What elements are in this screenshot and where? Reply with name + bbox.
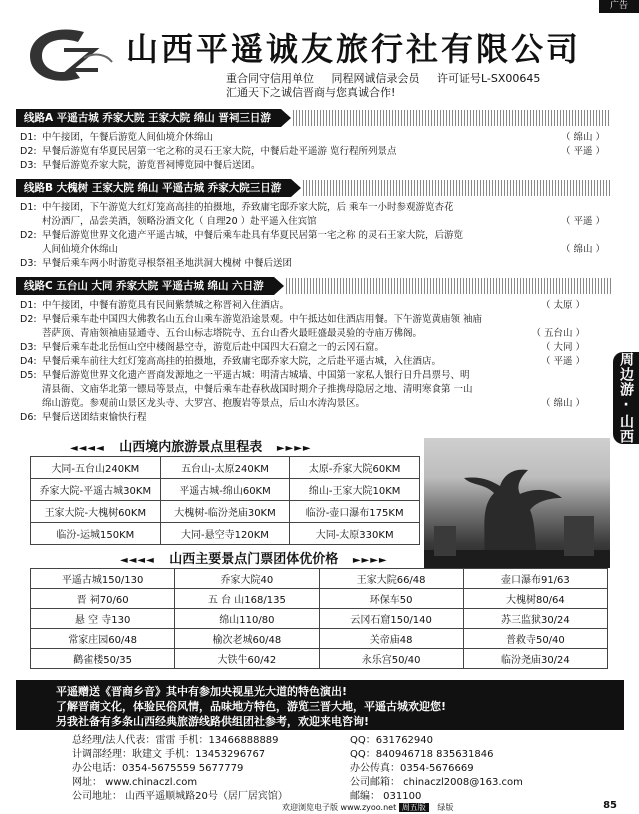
itinerary-day <box>16 313 591 341</box>
table-cell: 悬 空 寺130 <box>31 609 175 629</box>
contact-address: 公司地址： 山西平遥顺城路20号（居厂居宾馆） <box>72 791 288 802</box>
company-title: 山西平遥诚友旅行社有限公司 <box>126 30 582 68</box>
day-location: （ 平遥 ） <box>540 356 585 367</box>
price-section-title <box>120 548 388 567</box>
day-text: 早餐后游览乔家大院，游览晋祠博览园中餐后送团。 <box>42 160 261 171</box>
route-a <box>16 108 611 173</box>
header <box>14 10 614 100</box>
contact-block <box>72 734 592 804</box>
table-cell: 乔家大院-平遥古城30KM <box>31 479 161 501</box>
table-cell: 苏三监狱30/24 <box>463 609 607 629</box>
day-location: （ 绵山 ） <box>560 244 605 255</box>
side-tab: 周边游·山西 <box>613 352 639 444</box>
table-cell: 临汾尧庙30/24 <box>463 649 607 669</box>
tree-sculpture-icon <box>424 438 610 568</box>
footer-edition-box: 周五版 <box>399 803 429 812</box>
contact-manager: 总经理/法人代表：雷雷 手机：13466888889 <box>72 735 279 746</box>
table-cell: 乔家大院40 <box>175 569 319 589</box>
itinerary-day <box>16 159 611 173</box>
route-label: 线路C 五台山 大同 乔家大院 平遥古城 绵山 六日游 <box>16 277 274 295</box>
price-title-text: 山西主要景点门票团体优价格 <box>169 552 339 567</box>
route-stripes <box>303 180 611 196</box>
day-label: D6: <box>20 412 37 423</box>
day-label: D2: <box>20 314 37 325</box>
day-text: 早餐后送团结束愉快行程 <box>42 412 147 423</box>
route-stripes <box>286 278 611 294</box>
day-label: D1: <box>20 202 37 213</box>
arrows-left-icon: ◄◄◄◄ <box>120 555 155 566</box>
day-label: D4: <box>20 356 37 367</box>
table-cell: 王家大院66/48 <box>319 569 463 589</box>
table-cell: 大同-五台山240KM <box>31 457 161 479</box>
contact-website: 网址： www.chinaczl.com <box>72 777 198 788</box>
day-label: D2: <box>20 230 37 241</box>
slogan: 汇通天下之诚信晋商与您真诚合作! <box>226 86 396 99</box>
day-text: 中午接团，下午游览大红灯笼高高挂的拍摄地，乔致庸宅邸乔家大院，后 乘车一小时参观游览杏花 <box>42 202 454 213</box>
day-text: 早餐后乘车两小时游览寻根祭祖圣地洪洞大槐树 中餐后送团 <box>42 258 293 269</box>
day-text: 早餐后游览世界文化遗产平遥古城，中餐后乘车赴具有华夏民居第一宅之称 的灵石王家大院，后游览 <box>42 230 464 241</box>
table-cell: 环保车50 <box>319 589 463 609</box>
day-text: 清县衙、文庙华北第一镖局等景点，中餐后乘车赴春秋战国时期介子推携母隐居之地、清明寒食第 一山 <box>42 384 473 395</box>
table-cell: 绵山-王家大院10KM <box>290 479 420 501</box>
table-cell: 五台山-太原240KM <box>160 457 290 479</box>
footer-edition: 绿版 <box>437 803 454 812</box>
day-text: 早餐后游览有华夏民居第一宅之称的灵石王家大院，中餐后赴平遥游 览行程所列景点 <box>42 146 397 157</box>
route-label: 线路B 大槐树 王家大院 绵山 平遥古城 乔家大院三日游 <box>16 179 291 197</box>
table-cell: 壶口瀑布91/63 <box>463 569 607 589</box>
table-cell: 常家庄园60/48 <box>31 629 175 649</box>
day-text: 早餐后乘车赴中国四大佛教名山五台山乘车游览沿途景观。中午抵达如住酒店用餐。下午游览黄庙领 袖庙 <box>42 314 483 325</box>
table-row <box>31 609 608 629</box>
day-text: 早餐后乘车前往大红灯笼高高挂的拍摄地，乔致庸宅邸乔家大院，之后赴平遥古城，入住酒店。 <box>42 356 442 367</box>
arrows-right-icon: ►►►► <box>276 443 312 454</box>
day-location: （ 绵山 ） <box>560 132 605 143</box>
day-text: 中午接团，午餐后游览人间仙境介休绵山 <box>42 132 214 143</box>
itinerary-day <box>16 201 611 229</box>
itinerary-day <box>16 299 591 313</box>
license-number: 许可证号L-SX00645 <box>437 72 541 85</box>
promo-banner <box>16 680 624 730</box>
day-label: D3: <box>20 160 37 171</box>
day-location: （ 平遥 ） <box>560 216 605 227</box>
table-cell: 临汾-壶口瀑布175KM <box>290 501 420 523</box>
table-cell: 平遥古城-绵山60KM <box>160 479 290 501</box>
promo-line: 另我社备有多条山西经典旅游线路供组团社参考，欢迎来电咨询! <box>56 715 370 728</box>
table-cell: 大同-太原330KM <box>290 523 420 545</box>
day-location: （ 五台山 ） <box>531 328 585 339</box>
ad-tag: 广告 <box>599 0 639 13</box>
table-cell: 临汾-运城150KM <box>31 523 161 545</box>
contact-email: 公司邮箱： chinaczl2008@163.com <box>350 777 523 788</box>
contact-qq: QQ：840946718 835631846 <box>350 749 494 760</box>
table-cell: 王家大院-大槐树60KM <box>31 501 161 523</box>
route-c <box>16 276 611 425</box>
day-location: （ 绵山 ） <box>540 398 585 409</box>
table-cell: 榆次老城60/48 <box>175 629 319 649</box>
table-cell: 平遥古城150/130 <box>31 569 175 589</box>
itinerary-day <box>16 411 591 425</box>
contact-fax: 办公传真：0354-5676669 <box>350 763 474 774</box>
table-cell: 永乐宫50/40 <box>319 649 463 669</box>
distance-title-text: 山西境内旅游景点里程表 <box>119 440 263 455</box>
distance-section-title <box>70 436 312 455</box>
day-text: 中午接团，中餐有游览具有民间紫禁城之称晋祠入住酒店。 <box>42 300 290 311</box>
table-row <box>31 501 420 523</box>
table-row <box>31 479 420 501</box>
company-logo-icon <box>24 24 116 86</box>
arrows-right-icon: ►►►► <box>352 555 388 566</box>
contact-planner: 计调部经理：耿建文 手机：13453296767 <box>72 749 266 760</box>
day-text: 早餐后乘车赴北岳恒山空中楼阁悬空寺，游览后赴中国四大石窟之一的云冈石窟。 <box>42 342 385 353</box>
contact-phone: 办公电话：0354-5675559 5677779 <box>72 763 244 774</box>
day-text: 村汾酒厂，品尝美酒，领略汾酒文化（ 自理20 ）赴平遥入住宾馆 <box>42 216 317 227</box>
route-b <box>16 178 611 271</box>
table-cell: 鹳雀楼50/35 <box>31 649 175 669</box>
footer <box>282 802 453 813</box>
table-cell: 普救寺50/40 <box>463 629 607 649</box>
itinerary-day <box>16 131 611 145</box>
arrows-left-icon: ◄◄◄◄ <box>70 443 105 454</box>
day-text: 人间仙境介休绵山 <box>42 244 119 255</box>
promo-line: 了解晋商文化，体验民俗风情，品味地方特色，游览三晋大地，平遥古城欢迎您! <box>56 700 447 713</box>
itinerary-day <box>16 341 591 355</box>
table-row <box>31 457 420 479</box>
contact-postcode: 邮编： 031100 <box>350 791 422 802</box>
day-location: （ 平遥 ） <box>560 146 605 157</box>
table-row <box>31 523 420 545</box>
table-row <box>31 589 608 609</box>
day-label: D3: <box>20 258 37 269</box>
scenic-photo <box>424 438 610 568</box>
table-cell: 大铁牛60/42 <box>175 649 319 669</box>
route-header <box>16 178 611 198</box>
page-number: 85 <box>603 800 617 811</box>
table-cell: 五 台 山168/135 <box>175 589 319 609</box>
table-row <box>31 569 608 589</box>
day-text: 绵山游览。参观前山景区龙头寺、大罗宫、抱腹岩等景点，后山水涛沟景区。 <box>42 398 366 409</box>
day-label: D2: <box>20 146 37 157</box>
contact-qq: QQ：631762940 <box>350 735 434 746</box>
itinerary-day <box>16 369 591 411</box>
reputation-item: 重合同守信用单位 <box>226 72 314 85</box>
route-label: 线路A 平遥古城 乔家大院 王家大院 绵山 晋祠三日游 <box>16 109 281 127</box>
itinerary-day <box>16 229 611 257</box>
footer-text: 欢迎浏览电子版 www.zyoo.net <box>282 803 397 812</box>
route-header <box>16 276 611 296</box>
distance-table <box>30 456 420 545</box>
table-cell: 晋 祠70/60 <box>31 589 175 609</box>
day-label: D3: <box>20 342 37 353</box>
itinerary-day <box>16 257 611 271</box>
day-text: 菩萨顶、青庙领袖庙显通寺、五台山标志塔院寺、五台山香火最旺盛最灵验的寺庙万佛阁。 <box>42 328 423 339</box>
price-table <box>30 568 608 669</box>
route-stripes <box>293 110 611 126</box>
day-label: D1: <box>20 300 37 311</box>
route-header <box>16 108 611 128</box>
table-row <box>31 649 608 669</box>
table-row <box>31 629 608 649</box>
day-location: （ 太原 ） <box>540 300 585 311</box>
table-cell: 大槐树-临汾尧庙30KM <box>160 501 290 523</box>
table-cell: 大槐树80/64 <box>463 589 607 609</box>
itinerary-day <box>16 145 611 159</box>
day-location: （ 大同 ） <box>540 342 585 353</box>
table-cell: 绵山110/80 <box>175 609 319 629</box>
reputation-item: 同程网诚信录会员 <box>331 72 420 85</box>
itinerary-day <box>16 355 591 369</box>
day-label: D1: <box>20 132 37 143</box>
table-cell: 关帝庙48 <box>319 629 463 649</box>
day-label: D5: <box>20 370 37 381</box>
table-cell: 云冈石窟150/140 <box>319 609 463 629</box>
promo-line: 平遥赠送《晋商乡音》其中有参加央视星光大道的特色演出! <box>56 685 348 698</box>
table-cell: 太原-乔家大院60KM <box>290 457 420 479</box>
day-text: 早餐后游览世界文化遗产晋商发源地之一平遥古城：明清古城墙、中国第一家私人银行日升昌票号、明 <box>42 370 470 381</box>
table-cell: 大同-悬空寺120KM <box>160 523 290 545</box>
